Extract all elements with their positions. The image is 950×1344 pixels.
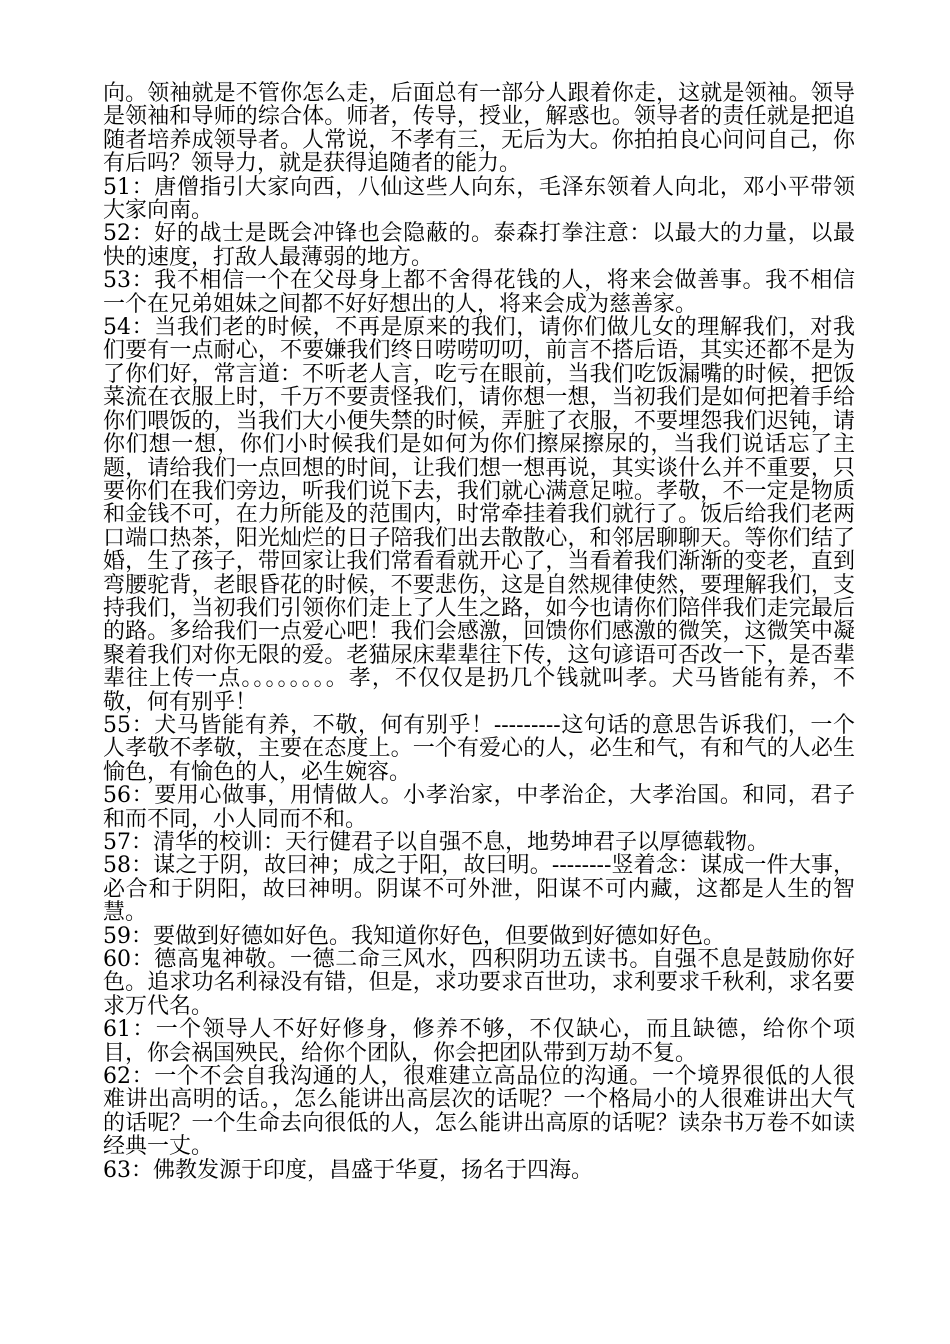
paragraph-63: 63：佛教发源于印度，昌盛于华夏，扬名于四海。 [103,1157,593,1183]
paragraph-55: 55：犬马皆能有养，不敬，何有别乎！---------这句话的意思告诉我们，一个人孝敬不孝敬，主要在态度上。一个有爱心的人，必生和气，有和气的人必生愉色，有愉色的人，必生婉容。 [103,712,855,785]
paragraph-54: 54：当我们老的时候，不再是原来的我们，请你们做儿女的理解我们，对我们要有一点耐心，不要嫌我们终日唠唠叨叨，前言不搭后语，其实还都不是为了你们好，常言道：不听老人言，吃亏在眼前，当我们吃饭漏嘴的时候，把饭菜流在衣服上时，千万不要责怪我们，请你想一想，当初我们是如何把着手给你们喂饭的，当我们大小便失禁的时候，弄脏了衣服，不要埋怨我们迟钝，请你们想一想，你们小时候我们是如何为你们擦屎擦尿的，当我们说话忘了主题，请给我们一点回想的时间，让我们想一想再说，其实谈什么并不重要，只要你们在我们旁边，听我们说下去，我们就心满意足啦。孝敬，不一定是物质和金钱不可，在力所能及的范围内，时常牵挂着我们就行了。饭后给我们老两口端口热茶，阳光灿烂的日子陪我们出去散散心，和邻居聊聊天。等你们结了婚，生了孩子，带回家让我们常看看就开心了，当看着我们渐渐的变老，直到弯腰驼背，老眼昏花的时候，不要悲伤，这是自然规律使然，要理解我们，支持我们，当初我们引领你们走上了人生之路，如今也请你们陪伴我们走完最后的路。多给我们一点爱心吧！我们会感激，回馈你们感激的微笑，这微笑中凝聚着我们对你无限的爱。老猫尿床辈辈往下传，这句谚语可否改一下，是否辈辈往上传一点。。。。。。。。孝，不仅仅是扔几个钱就叫孝。犬马皆能有养，不敬，何有别乎！ [103,315,855,715]
paragraph-61: 61：一个领导人不好好修身，修养不够，不仅缺心，而且缺德，给你个项目，你会祸国殃民，给你个团队，你会把团队带到万劫不复。 [103,1017,855,1066]
paragraph-58: 58：谋之于阴，故曰神；成之于阳，故曰明。--------竖着念：谋成一件大事，必合和于阴阳，故曰神明。阴谋不可外泄，阳谋不可内藏，这都是人生的智慧。 [103,853,855,926]
paragraph-59: 59：要做到好德如好色。我知道你好色，但要做到好德如好色。 [103,923,725,949]
paragraph-60: 60：德高鬼神敬。一德二命三风水，四积阴功五读书。自强不息是鼓励你好色。追求功名利禄没有错，但是，求功要求百世功，求利要求千秋利，求名要求万代名。 [103,947,855,1019]
paragraph-leadership-intro: 向。领袖就是不管你怎么走，后面总有一部分人跟着你走，这就是领袖。领导是领袖和导师的综合体。师者，传导，授业，解惑也。领导者的责任就是把追随者培养成领导者。人常说，不孝有三，无后为大。你拍拍良心问问自己，你有后吗？领导力，就是获得追随者的能力。 [103,81,855,177]
paragraph-56: 56：要用心做事，用情做人。小孝治家，中孝治企，大孝治国。和同，君子和而不同，小人同而不和。 [103,783,855,832]
paragraph-52: 52：好的战士是既会冲锋也会隐蔽的。泰森打拳注意：以最大的力量，以最快的速度，打敌人最薄弱的地方。 [103,221,855,270]
document-body [103,82,855,1182]
paragraph-53: 53：我不相信一个在父母身上都不舍得花钱的人，将来会做善事。我不相信一个在兄弟姐妹之间都不好好想出的人，将来会成为慈善家。 [103,268,855,317]
paragraph-62: 62：一个不会自我沟通的人，很难建立高品位的沟通。一个境界很低的人很难讲出高明的话。，怎么能讲出高层次的话呢？一个格局小的人很难讲出大气的话呢？一个生命去向很低的人，怎么能讲出高原的话呢？读杂书万卷不如读经典一丈。 [103,1064,855,1160]
paragraph-57: 57：清华的校训：天行健君子以自强不息，地势坤君子以厚德载物。 [103,830,769,855]
paragraph-51: 51：唐僧指引大家向西，八仙这些人向东，毛泽东领着人向北，邓小平带领大家向南。 [103,174,855,224]
